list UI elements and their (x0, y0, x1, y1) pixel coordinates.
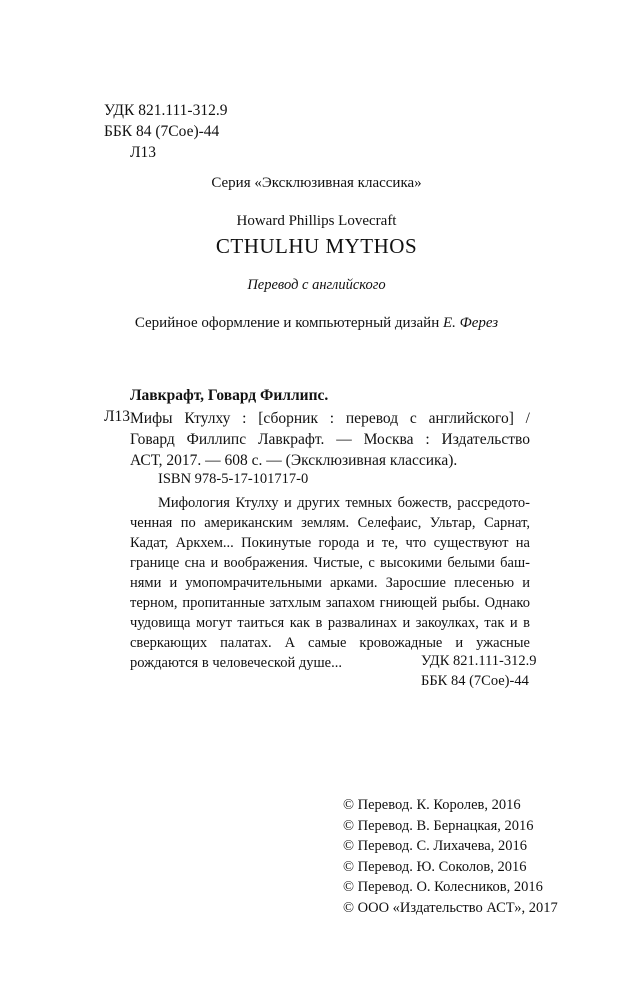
series-name: Серия «Эксклюзивная классика» (211, 175, 422, 191)
copyright-list (343, 795, 558, 918)
original-author: Howard Phillips Lovecraft (236, 213, 397, 229)
translation-note: Перевод с английского (247, 277, 386, 293)
designer-name: Е. Ферез (442, 315, 499, 331)
classification-block (104, 100, 227, 163)
catalog-line: Мифы Ктулху : [сборник : перевод с английского] / (130, 410, 530, 427)
annotation-paragraph (130, 493, 530, 673)
annotation-line: терном, пропитанные затхлым запахом гниющей рыбы. Однако (130, 595, 530, 611)
classification-repeat (421, 651, 537, 691)
annotation-line: Мифология Ктулху и других темных божеств, рассредото- (158, 495, 530, 511)
annotation-line: границе сна и воображения. Чистые, с высокими белыми баш- (130, 555, 530, 571)
catalog-author-code: Л13 (104, 408, 131, 425)
catalog-line: Говард Филлипс Лавкрафт. — Москва : Издательство (130, 431, 530, 448)
copyright-line: © ООО «Издательство АСТ», 2017 (343, 899, 558, 916)
isbn: ISBN 978-5-17-101717-0 (158, 471, 309, 487)
bbk-code-repeat: ББК 84 (7Сое)-44 (421, 673, 529, 689)
catalog-line: АСТ, 2017. — 608 с. — (Эксклюзивная классика). (130, 452, 458, 469)
annotation-line: нями и умопомрачительными арками. Заросшие плесенью и (130, 575, 530, 591)
udk-code-repeat: УДК 821.111-312.9 (421, 653, 537, 669)
design-credit-text: Серийное оформление и компьютерный дизайн (134, 315, 440, 331)
annotation-line: сверкающих палатах. А самые кровожадные и ужасные (130, 635, 530, 651)
copyright-line: © Перевод. К. Королев, 2016 (343, 797, 521, 813)
original-title: CTHULHU MYTHOS (215, 234, 418, 258)
bbk-code: ББК 84 (7Сое)-44 (104, 123, 220, 140)
udk-code: УДК 821.111-312.9 (104, 102, 228, 119)
author-code: Л13 (130, 144, 157, 161)
copyright-line: © Перевод. О. Колесников, 2016 (343, 879, 543, 895)
catalog-description (130, 408, 530, 471)
copyright-line: © Перевод. С. Лихачева, 2016 (343, 838, 527, 854)
annotation-line: чудовища могут таиться как в развалинах и закоулках, так и в (130, 615, 530, 631)
design-credit (0, 315, 633, 332)
copyright-line: © Перевод. В. Бернацкая, 2016 (343, 817, 534, 834)
annotation-line: Кадат, Аркхем... Покинутые города и те, что существуют на (130, 535, 530, 551)
catalog-author-heading: Лавкрафт, Говард Филлипс. (130, 387, 329, 404)
annotation-line: рождаются в человеческой душе... (130, 655, 342, 671)
copyright-line: © Перевод. Ю. Соколов, 2016 (343, 858, 527, 875)
annotation-line: ченная по американским землям. Селефаис, Ультар, Сарнат, (130, 515, 530, 531)
